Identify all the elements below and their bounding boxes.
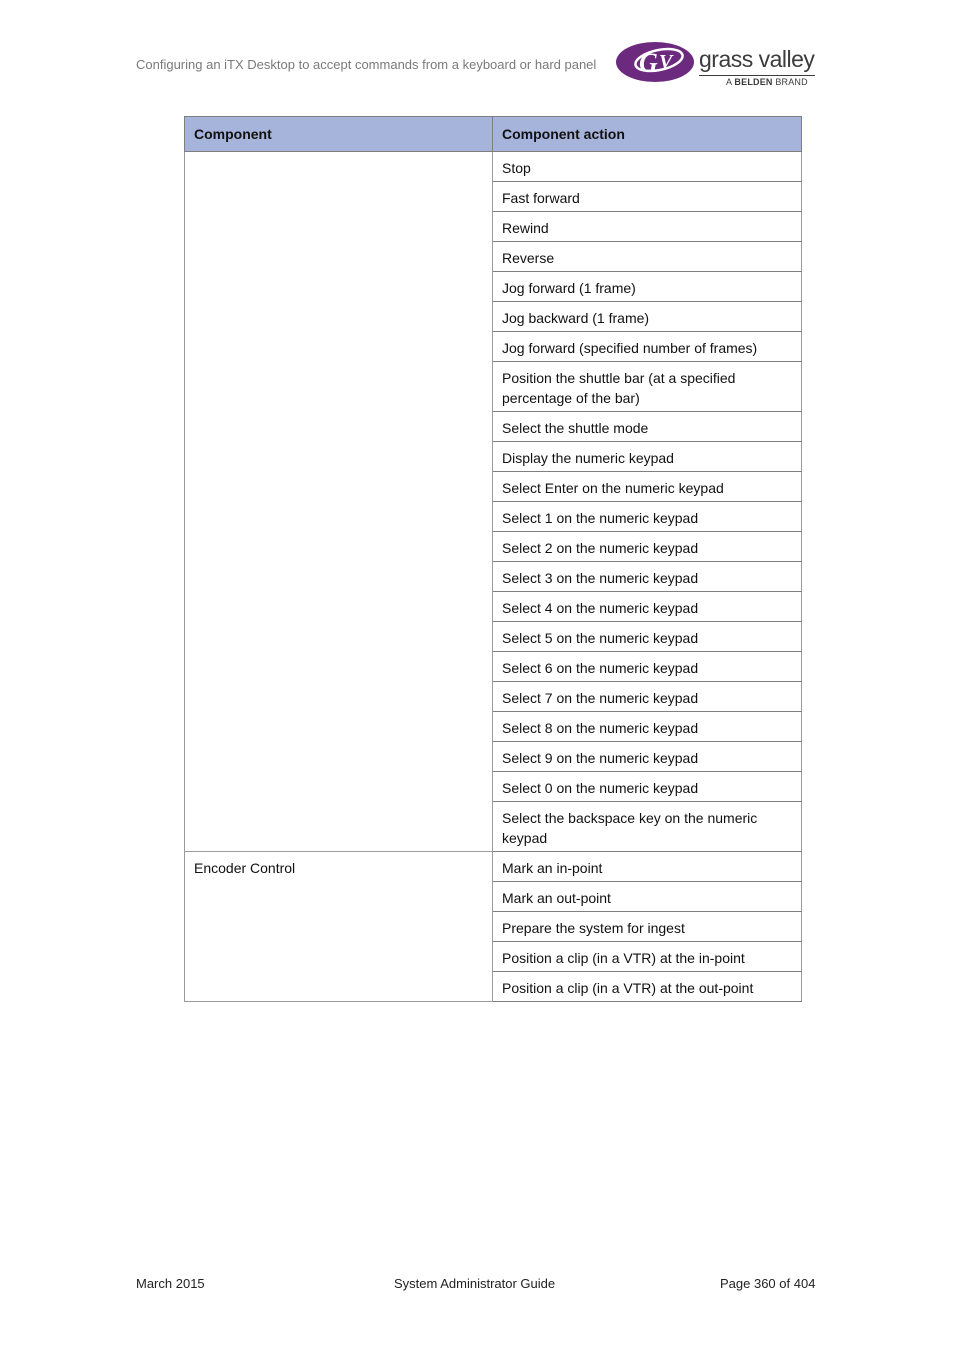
- grass-valley-logo: [615, 38, 820, 90]
- component-action-cell: Select 2 on the numeric keypad: [493, 532, 802, 562]
- component-cell: [185, 152, 493, 852]
- page-header-title: Configuring an iTX Desktop to accept commands from a keyboard or hard panel: [136, 57, 597, 72]
- component-action-cell: Mark an out-point: [493, 882, 802, 912]
- component-action-cell: Select 6 on the numeric keypad: [493, 652, 802, 682]
- table-row: [185, 152, 802, 182]
- component-action-cell: Jog backward (1 frame): [493, 302, 802, 332]
- component-action-cell: Position a clip (in a VTR) at the in-point: [493, 942, 802, 972]
- footer-page-number: Page 360 of 404: [720, 1276, 816, 1291]
- column-header-component: Component: [185, 117, 493, 152]
- component-action-cell: Select the backspace key on the numeric keypad: [493, 802, 802, 852]
- component-action-cell: Fast forward: [493, 182, 802, 212]
- svg-text:G: G: [639, 48, 658, 77]
- footer-document-title: System Administrator Guide: [394, 1276, 556, 1291]
- table-header-row: [185, 117, 802, 152]
- table-body: [185, 152, 802, 1002]
- column-header-component-action: Component action: [493, 117, 802, 152]
- component-action-cell: Jog forward (1 frame): [493, 272, 802, 302]
- component-action-cell: Prepare the system for ingest: [493, 912, 802, 942]
- brand-name: grass valley: [699, 46, 815, 72]
- component-action-cell: Select 3 on the numeric keypad: [493, 562, 802, 592]
- component-action-cell: Position the shuttle bar (at a specified percentage of the bar): [493, 362, 802, 412]
- component-action-cell: Select 1 on the numeric keypad: [493, 502, 802, 532]
- component-action-cell: Mark an in-point: [493, 852, 802, 882]
- component-action-cell: Select Enter on the numeric keypad: [493, 472, 802, 502]
- gv-logo-icon: [615, 40, 697, 86]
- footer-date: March 2015: [136, 1276, 205, 1291]
- component-action-table: [184, 116, 802, 1002]
- component-action-cell: Rewind: [493, 212, 802, 242]
- table-row: [185, 852, 802, 882]
- brand-divider: [699, 75, 815, 76]
- component-action-cell: Select 9 on the numeric keypad: [493, 742, 802, 772]
- component-action-cell: Select the shuttle mode: [493, 412, 802, 442]
- component-action-cell: Select 4 on the numeric keypad: [493, 592, 802, 622]
- component-action-cell: Stop: [493, 152, 802, 182]
- component-action-cell: Display the numeric keypad: [493, 442, 802, 472]
- component-action-cell: Select 0 on the numeric keypad: [493, 772, 802, 802]
- svg-text:V: V: [659, 51, 673, 73]
- component-action-cell: Select 5 on the numeric keypad: [493, 622, 802, 652]
- brand-subline: A BELDEN BRAND: [726, 77, 808, 87]
- component-action-cell: Jog forward (specified number of frames): [493, 332, 802, 362]
- component-action-cell: Select 8 on the numeric keypad: [493, 712, 802, 742]
- component-action-cell: Position a clip (in a VTR) at the out-point: [493, 972, 802, 1002]
- component-action-cell: Select 7 on the numeric keypad: [493, 682, 802, 712]
- component-cell: Encoder Control: [185, 852, 493, 1002]
- component-action-cell: Reverse: [493, 242, 802, 272]
